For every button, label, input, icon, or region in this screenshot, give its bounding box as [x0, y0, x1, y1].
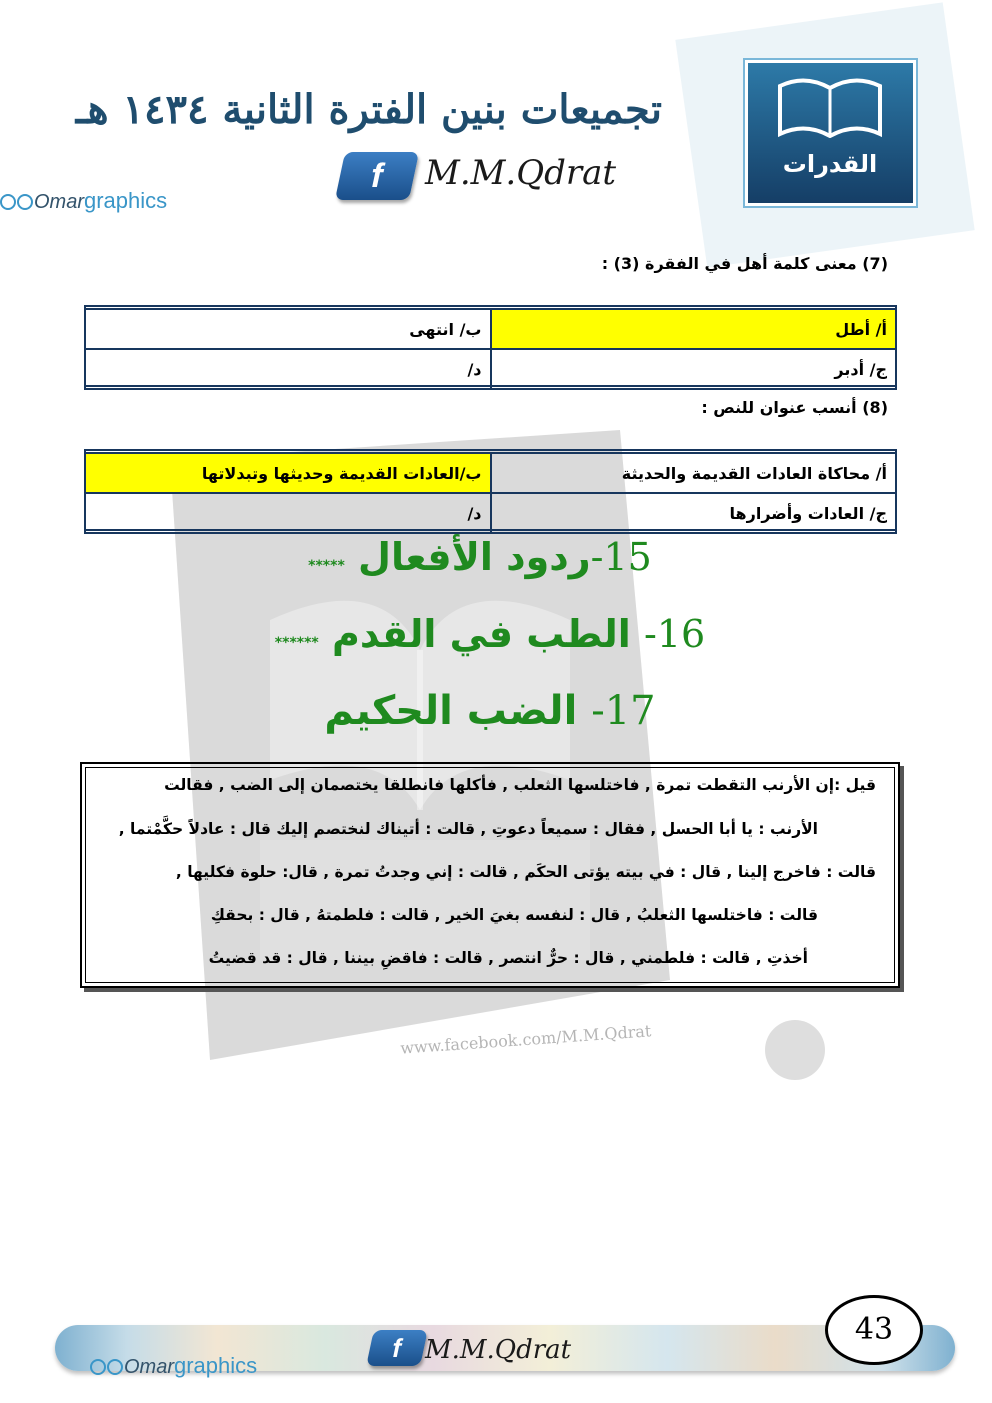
topic-number: 16- [643, 612, 706, 656]
story-line: الأرنب : يا أبا الحسل , فقال : سميعاً دعوتِ , قالت : أتيناك لنختصم إليك قال : عادلاً حكَّمْتما , [118, 820, 818, 838]
topic-16-heading [270, 612, 710, 656]
topic-15-heading [290, 535, 670, 579]
omar-suffix: graphics [84, 188, 168, 213]
header-brand: M.M.Qdrat [425, 153, 617, 193]
page-number: 43 [825, 1295, 923, 1365]
story-line: قالت : فاختلسها الثعلبُ , قال : لنفسه بغيَ الخير , قالت : فلطمتهُ , قال : بحقكِ [210, 906, 818, 924]
story-line: قالت : فاخرج إلينا , قال : في بيته يؤتى الحكَم , قالت : إني وجدتُ تمرة , قال: حلوة فكليها , [175, 863, 876, 881]
q8-option-b[interactable]: ب/العادات القديمة وحديثها وتبدلاتها [85, 453, 491, 493]
omar-circle-icon [17, 194, 33, 210]
omar-suffix: graphics [174, 1353, 258, 1378]
q7-options-table [84, 308, 897, 390]
question-8: (8) أنسب عنوان للنص : [701, 398, 888, 417]
footer-facebook-icon: f [366, 1330, 428, 1366]
q7-option-c[interactable]: ج/ أدبر [491, 349, 897, 389]
topic-number: 17- [591, 688, 656, 734]
topic-stars: ***** [308, 558, 345, 574]
table-row [85, 493, 896, 533]
topic-number: 15- [590, 535, 652, 579]
omar-prefix: Omar [34, 191, 84, 213]
table-row [85, 309, 896, 349]
topic-stars: ****** [274, 635, 319, 651]
omar-circle-icon [107, 1359, 123, 1375]
omar-circle-icon [90, 1359, 106, 1375]
topic-title: الضب الحكيم [324, 688, 578, 734]
story-line: قيل :إن الأرنب التقطت تمرة , فاختلسها الثعلب , فأكلها فانطلقا يختصمان إلى الضب , فقالت [164, 776, 876, 794]
question-7: (7) معنى كلمة أهل في الفقرة (3) : [601, 254, 888, 273]
q7-option-d[interactable]: د/ [85, 349, 491, 389]
q8-option-a[interactable]: أ/ محاكاة العادات القديمة والحديثة [491, 453, 897, 493]
header-title: تجميعات بنين الفترة الثانية ١٤٣٤ هـ [75, 86, 662, 133]
logo-text: القدرات [782, 150, 878, 178]
story-line: أخذتِ , قالت : فلطمني , قال : حرٌّ انتصر , قالت : فاقضِ بيننا , قال : قد قضيتُ [208, 949, 808, 967]
topic-17-heading [300, 688, 680, 734]
table-row [85, 349, 896, 389]
topic-title: ردود الأفعال [358, 535, 591, 579]
omar-graphics-logo [0, 188, 167, 214]
footer-omar-graphics-logo [90, 1353, 257, 1379]
table-row [85, 453, 896, 493]
footer-brand: M.M.Qdrat [425, 1335, 572, 1365]
q8-options-table [84, 452, 897, 534]
watermark-badge-icon [765, 1020, 825, 1080]
facebook-icon: f [335, 152, 419, 200]
q7-option-a[interactable]: أ/ أطل [491, 309, 897, 349]
q7-option-b[interactable]: ب/ انتهى [85, 309, 491, 349]
topic-title: الطب في القدم [331, 612, 631, 656]
story-box [80, 762, 900, 988]
watermark-url: www.facebook.com/M.M.Qdrat [399, 1021, 652, 1058]
q8-option-c[interactable]: ج/ العادات وأضرارها [491, 493, 897, 533]
q8-option-d[interactable]: د/ [85, 493, 491, 533]
open-book-icon [775, 74, 885, 138]
omar-circle-icon [0, 194, 16, 210]
omar-prefix: Omar [124, 1356, 174, 1378]
